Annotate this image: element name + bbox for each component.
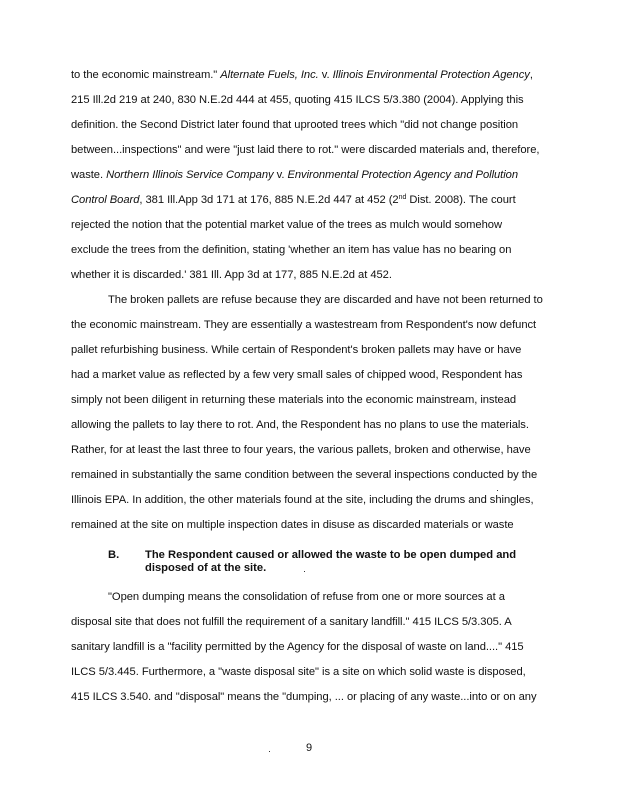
text-segment: the economic mainstream. They are essentially a wastestream from Respondent's now defunct	[71, 319, 537, 331]
case-name-italic: Alternate Fuels, Inc.	[220, 69, 319, 81]
text-line	[71, 518, 514, 532]
case-name-italic: Illinois Environmental Protection Agency	[332, 69, 530, 81]
text-line	[71, 318, 536, 332]
section-heading-line-2: disposed of at the site.	[145, 562, 267, 574]
text-segment: ILCS 5/3.445. Furthermore, a "waste disposal site" is a site on which solid waste is disposed,	[71, 666, 526, 678]
text-line	[71, 665, 526, 679]
text-line	[71, 393, 516, 407]
text-segment: whether it is discarded.' 381 Ill. App 3d at 177, 885 N.E.2d at 452.	[71, 269, 392, 281]
text-line	[71, 615, 512, 629]
text-segment: definition. the Second District later found that uprooted trees which "did not change position	[71, 119, 519, 131]
text-segment: 415 ILCS 3.540. and "disposal" means the "dumping, ... or placing of any waste...into or on any	[71, 691, 537, 703]
text-segment: rejected the notion that the potential market value of the trees as mulch would somehow	[71, 219, 502, 231]
scan-artifact-dot	[497, 490, 498, 491]
text-segment: had a market value as reflected by a few very small sales of chipped wood, Respondent has	[71, 369, 523, 381]
text-line	[108, 590, 505, 604]
text-segment: ,	[529, 69, 533, 81]
text-line	[71, 690, 537, 704]
text-line	[71, 468, 537, 482]
text-segment: sanitary landfill is a "facility permitted by the Agency for the disposal of waste on land...." 415	[71, 641, 524, 653]
case-name-italic: Control Board	[71, 194, 140, 206]
text-segment: allowing the pallets to lay there to rot. And, the Respondent has no plans to use the materials.	[71, 419, 529, 431]
text-line	[71, 193, 516, 207]
text-line	[71, 93, 524, 107]
case-name-italic: Environmental Protection Agency and Pollution	[287, 169, 519, 181]
text-line	[108, 293, 543, 307]
text-segment: pallet refurbishing business. While certain of Respondent's broken pallets may have or have	[71, 344, 522, 356]
text-line	[71, 168, 518, 182]
case-name-italic: Northern Illinois Service Company	[106, 169, 274, 181]
text-segment: Illinois EPA. In addition, the other materials found at the site, including the drums and shingles,	[71, 494, 534, 506]
text-line	[71, 493, 534, 507]
section-heading-letter: B.	[108, 549, 120, 561]
text-segment: disposal site that does not fulfill the requirement of a sanitary landfill." 415 ILCS 5/3.305. A	[71, 616, 512, 628]
text-segment: v.	[318, 69, 333, 81]
text-segment: simply not been diligent in returning these materials into the economic mainstream, instead	[71, 394, 517, 406]
text-segment: , 381 Ill.App 3d 171 at 176, 885 N.E.2d 447 at 452 (2	[139, 194, 399, 206]
text-line	[71, 640, 524, 654]
text-segment: exclude the trees from the definition, stating 'whether an item has value has no bearing on	[71, 244, 512, 256]
scan-artifact-dot	[269, 751, 270, 752]
text-line	[71, 268, 392, 282]
text-line	[71, 68, 533, 82]
text-line	[71, 143, 539, 157]
text-line	[71, 243, 511, 257]
text-segment: to the economic mainstream."	[71, 69, 221, 81]
text-segment: v.	[273, 169, 288, 181]
scan-artifact-dot	[304, 571, 305, 572]
text-segment: "Open dumping means the consolidation of refuse from one or more sources at a	[108, 591, 505, 603]
text-line	[71, 218, 502, 232]
text-segment: remained at the site on multiple inspection dates in disuse as discarded materials or waste	[71, 519, 514, 531]
text-line	[71, 443, 531, 457]
text-segment: The broken pallets are refuse because they are discarded and have not been returned to	[108, 294, 543, 306]
text-line	[71, 418, 529, 432]
text-line	[71, 343, 521, 357]
text-segment: Rather, for at least the last three to four years, the various pallets, broken and otherwise, have	[71, 444, 531, 456]
text-segment: remained in substantially the same condition between the several inspections conducted by the	[71, 469, 538, 481]
text-segment: Dist. 2008). The court	[406, 194, 516, 206]
section-heading-line-1: The Respondent caused or allowed the waste to be open dumped and	[145, 549, 517, 561]
text-segment: waste.	[71, 169, 107, 181]
page-number: 9	[306, 742, 313, 754]
text-line	[71, 118, 518, 132]
text-segment: 215 Ill.2d 219 at 240, 830 N.E.2d 444 at 455, quoting 415 ILCS 5/3.380 (2004). Applying this	[71, 94, 524, 106]
superscript: nd	[398, 194, 407, 201]
text-segment: between...inspections" and were "just laid there to rot." were discarded materials and, therefore,	[71, 144, 540, 156]
text-line	[71, 368, 522, 382]
